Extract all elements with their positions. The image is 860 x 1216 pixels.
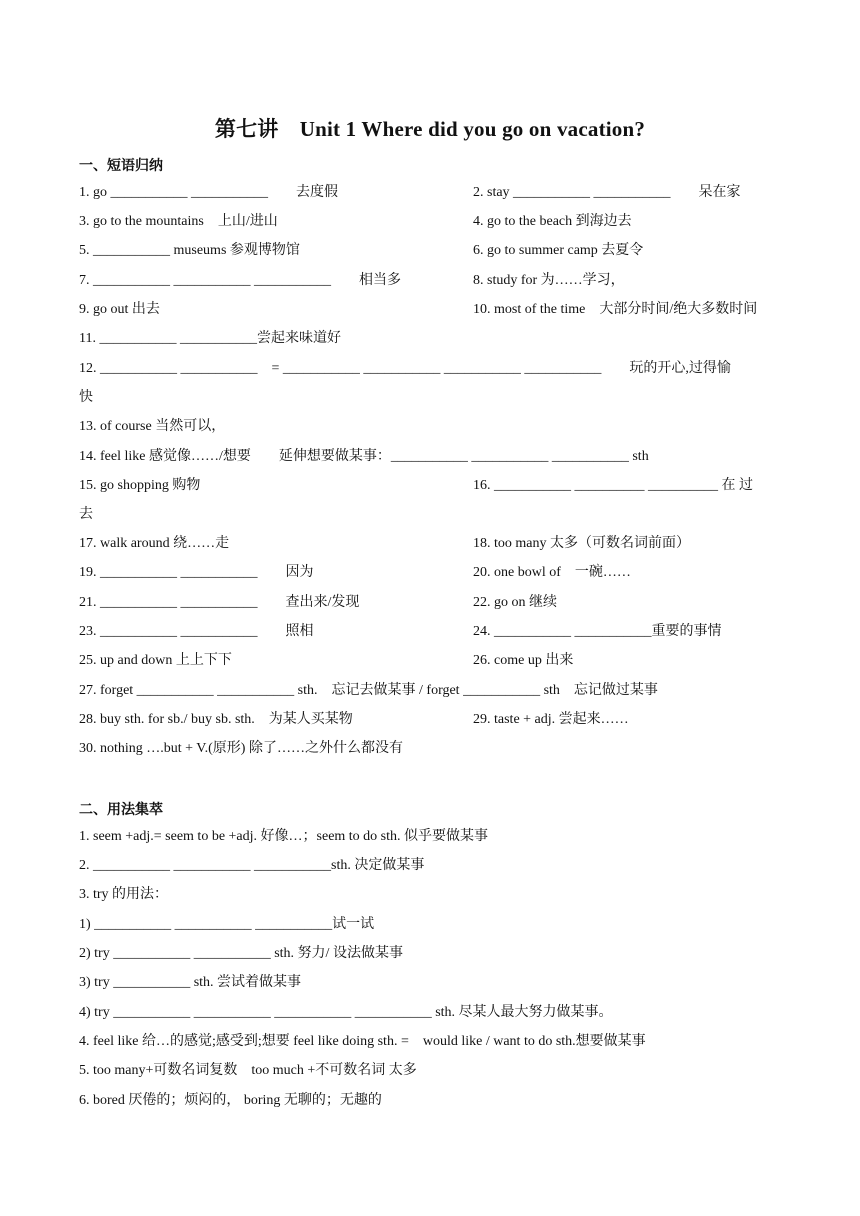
list-item: 2. ___________ ___________ ___________sth. 决定做某事 — [79, 858, 425, 873]
list-item: 23. ___________ ___________ 照相 — [79, 624, 314, 639]
list-item: 2. stay ___________ ___________ 呆在家 — [473, 185, 741, 200]
list-item: 3) try ___________ sth. 尝试着做某事 — [79, 975, 302, 990]
list-item: 13. of course 当然可以， — [79, 419, 226, 434]
section-heading-phrases: 一、短语归纳 — [79, 158, 163, 174]
list-item: 5. too many+可数名词复数 too much +不可数名词 太多 — [79, 1063, 417, 1078]
list-item: 9. go out 出去 — [79, 302, 160, 317]
list-item: 16. ___________ __________ __________ 在 过 — [473, 478, 753, 493]
list-item: 29. taste + adj. 尝起来…… — [473, 712, 629, 727]
list-item: 2) try ___________ ___________ sth. 努力/ 设法做某事 — [79, 946, 403, 961]
list-item: 21. ___________ ___________ 查出来/发现 — [79, 595, 360, 610]
list-item: 27. forget ___________ ___________ sth. 忘记去做某事 / forget ___________ sth 忘记做过某事 — [79, 683, 658, 698]
list-item: 24. ___________ ___________重要的事情 — [473, 624, 722, 639]
list-item: 4. go to the beach 到海边去 — [473, 214, 632, 229]
list-item: 3. go to the mountains 上山/进山 — [79, 214, 278, 229]
list-item: 12. ___________ ___________ = ___________ ___________ ___________ ___________ 玩的开心,过得愉 — [79, 361, 731, 376]
list-item: 17. walk around 绕……走 — [79, 536, 230, 551]
list-item: 30. nothing ….but + V.(原形) 除了……之外什么都没有 — [79, 741, 403, 756]
list-item: 5. ___________ museums 参观博物馆 — [79, 243, 300, 258]
list-item: 1. go ___________ ___________ 去度假 — [79, 185, 338, 200]
list-item: 20. one bowl of 一碗…… — [473, 565, 631, 580]
list-item: 6. go to summer camp 去夏令 — [473, 243, 644, 258]
list-item: 14. feel like 感觉像……/想要 延伸想要做某事：___________ ___________ ___________ sth — [79, 449, 649, 464]
list-item: 19. ___________ ___________ 因为 — [79, 565, 314, 580]
list-item: 4. feel like 给…的感觉;感受到;想要 feel like doing sth. = would like / want to do sth.想要做某事 — [79, 1034, 646, 1049]
list-item: 8. study for 为……学习， — [473, 273, 625, 288]
list-item: 1. seem +adj.= seem to be +adj. 好像…；seem to do sth. 似乎要做某事 — [79, 829, 489, 844]
list-item-continuation: 快 — [79, 390, 93, 405]
list-item: 22. go on 继续 — [473, 595, 557, 610]
list-item: 10. most of the time 大部分时间/绝大多数时间 — [473, 302, 758, 317]
list-item: 4) try ___________ ___________ ___________ ___________ sth. 尽某人最大努力做某事。 — [79, 1005, 613, 1020]
list-item: 25. up and down 上上下下 — [79, 653, 232, 668]
list-item: 1) ___________ ___________ ___________试一试 — [79, 917, 375, 932]
list-item-continuation: 去 — [79, 507, 93, 522]
list-item: 26. come up 出来 — [473, 653, 574, 668]
list-item: 15. go shopping 购物 — [79, 478, 201, 493]
list-item: 3. try 的用法： — [79, 887, 169, 902]
list-item: 18. too many 太多（可数名词前面） — [473, 536, 690, 551]
list-item: 6. bored 厌倦的；烦闷的， boring 无聊的；无趣的 — [79, 1093, 382, 1108]
list-item: 28. buy sth. for sb./ buy sb. sth. 为某人买某物 — [79, 712, 353, 727]
section-heading-usage: 二、用法集萃 — [79, 802, 163, 818]
list-item: 11. ___________ ___________尝起来味道好 — [79, 331, 341, 346]
page-title: 第七讲 Unit 1 Where did you go on vacation? — [214, 117, 646, 141]
list-item: 7. ___________ ___________ ___________ 相当多 — [79, 273, 401, 288]
